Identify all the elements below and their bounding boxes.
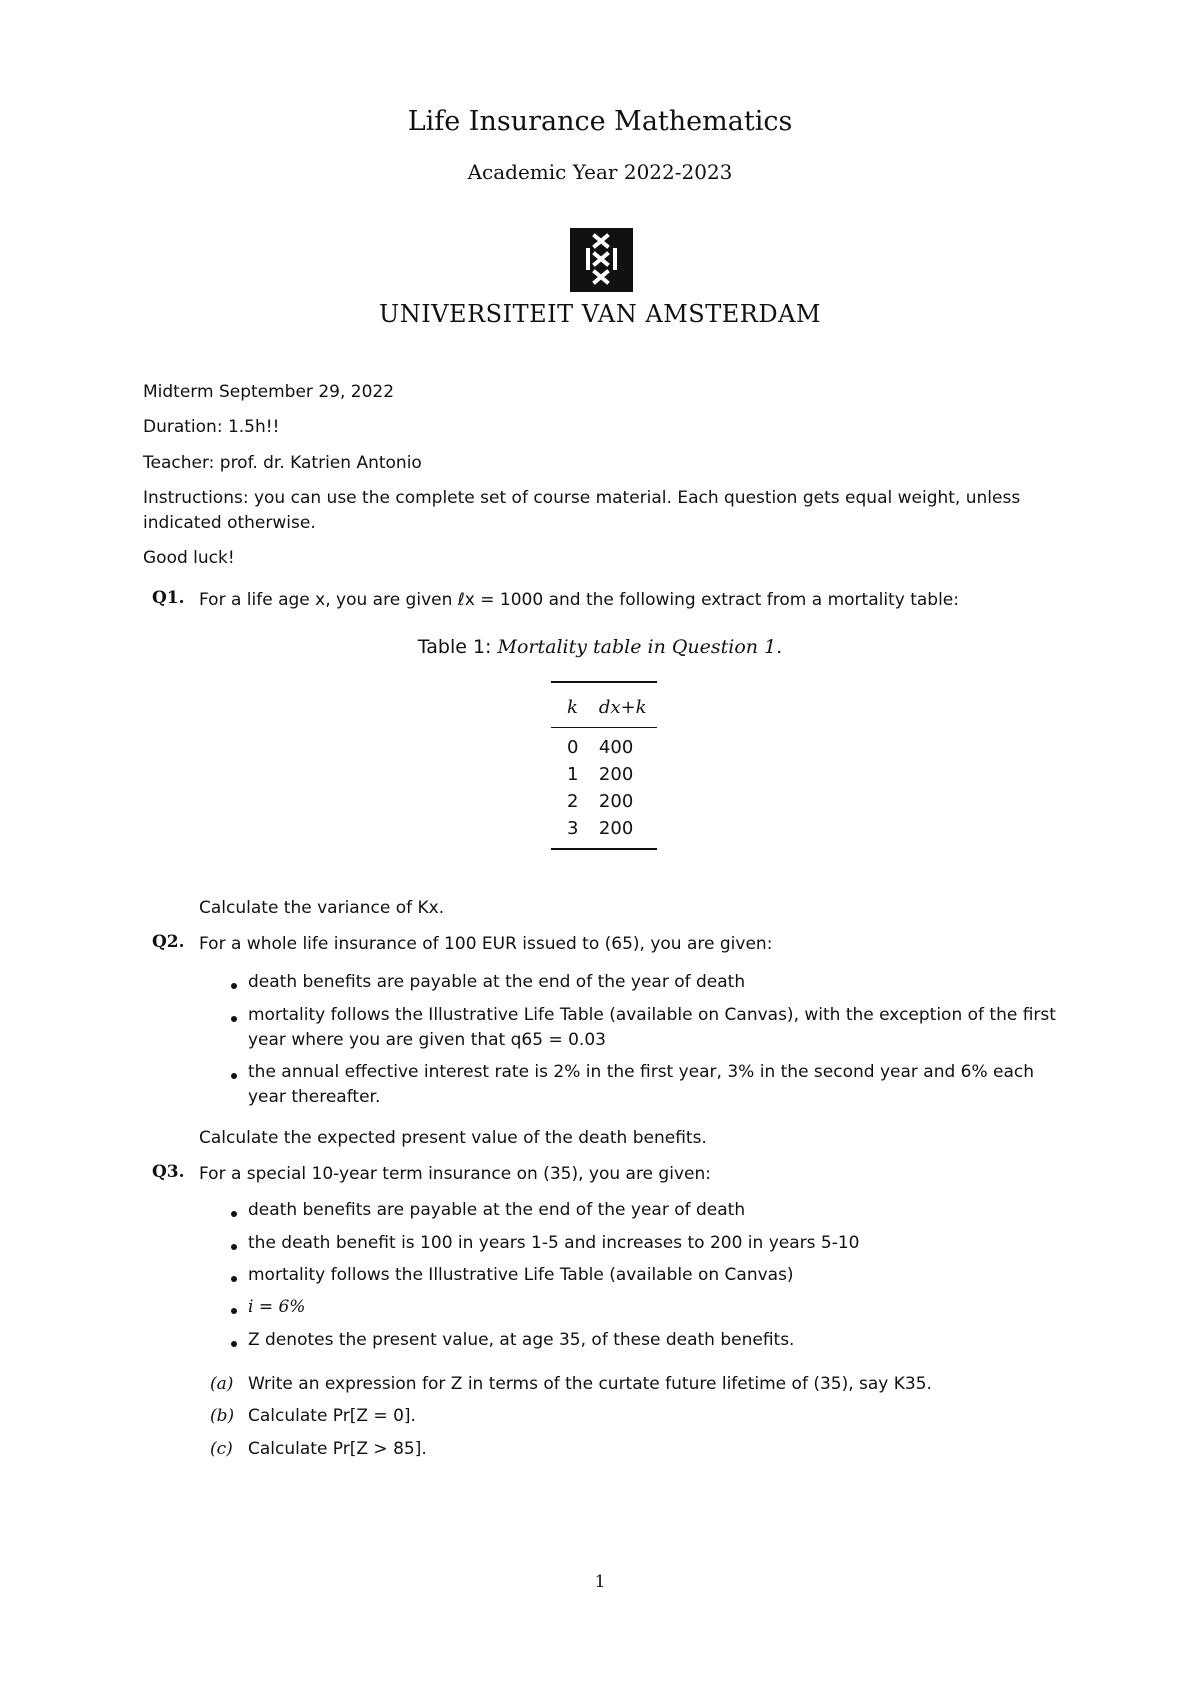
column-header-d: dx+k bbox=[583, 682, 657, 728]
q3-bullet-1: death benefits are payable at the end of the year of death bbox=[248, 1200, 746, 1220]
bullet-icon bbox=[231, 1276, 237, 1282]
instructions-line-2: indicated otherwise. bbox=[143, 513, 316, 533]
bullet-icon bbox=[231, 983, 237, 989]
q3-bullet-2: the death benefit is 100 in years 1-5 and increases to 200 in years 5-10 bbox=[248, 1233, 860, 1253]
university-name bbox=[0, 300, 1200, 328]
table-header-row bbox=[551, 682, 657, 728]
page-number: 1 bbox=[594, 1572, 606, 1592]
good-luck: Good luck! bbox=[143, 548, 235, 568]
table-caption bbox=[0, 636, 1200, 658]
q2-bullet-1: death benefits are payable at the end of the year of death bbox=[248, 972, 746, 992]
table-cell-d: 200 bbox=[598, 791, 634, 812]
bullet-icon bbox=[231, 1016, 237, 1022]
document-subtitle: Academic Year 2022-2023 bbox=[467, 160, 733, 184]
q3-bullet-3: mortality follows the Illustrative Life Table (available on Canvas) bbox=[248, 1265, 794, 1285]
q3-label: Q3. bbox=[152, 1162, 185, 1182]
bullet-icon bbox=[231, 1244, 237, 1250]
column-header-k: k bbox=[551, 682, 583, 728]
q1-task: Calculate the variance of Kx. bbox=[199, 898, 445, 918]
exam-duration: Duration: 1.5h!! bbox=[143, 417, 280, 437]
q3-part-a-text: Write an expression for Z in terms of the curtate future lifetime of (35), say K35. bbox=[248, 1374, 932, 1394]
table-cell-k: 1 bbox=[567, 764, 579, 785]
mortality-table bbox=[551, 681, 657, 850]
q3-part-b-label: (b) bbox=[210, 1406, 235, 1426]
university-wordmark: UNIVERSITEIT VAN AMSTERDAM bbox=[379, 300, 821, 328]
exam-teacher: Teacher: prof. dr. Katrien Antonio bbox=[143, 453, 422, 473]
table-caption-prefix: Table 1: bbox=[417, 636, 492, 658]
table-cell-d: 200 bbox=[598, 764, 634, 785]
q3-part-c-label: (c) bbox=[210, 1439, 233, 1459]
table-cell-d: 200 bbox=[583, 815, 657, 849]
table-row bbox=[551, 788, 657, 815]
q3-part-c-text: Calculate Pr[Z > 85]. bbox=[248, 1439, 427, 1459]
table-cell-k: 0 bbox=[567, 737, 579, 758]
q3-bullet-4: i = 6% bbox=[248, 1297, 306, 1317]
q1-label: Q1. bbox=[152, 588, 185, 608]
table-row bbox=[551, 728, 657, 762]
q2-label: Q2. bbox=[152, 932, 185, 952]
bullet-icon bbox=[231, 1308, 237, 1314]
q3-text: For a special 10-year term insurance on (35), you are given: bbox=[199, 1164, 711, 1184]
bullet-icon bbox=[231, 1211, 237, 1217]
table-cell-k: 2 bbox=[567, 791, 579, 812]
exam-date: Midterm September 29, 2022 bbox=[143, 382, 395, 402]
bullet-icon bbox=[231, 1341, 237, 1347]
table-row bbox=[551, 815, 657, 849]
document-title: Life Insurance Mathematics bbox=[407, 106, 793, 137]
q2-bullet-2: mortality follows the Illustrative Life Table (available on Canvas), with the exception of the first year where you are given that q65 = 0.03 bbox=[248, 1005, 1056, 1050]
q2-bullet-3: the annual effective interest rate is 2% in the first year, 3% in the second year and 6% each year thereafter. bbox=[248, 1062, 1035, 1107]
table-caption-title: Mortality table in Question 1. bbox=[497, 636, 783, 658]
q2-task: Calculate the expected present value of the death benefits. bbox=[199, 1128, 707, 1148]
q3-part-b-text: Calculate Pr[Z = 0]. bbox=[248, 1406, 416, 1426]
table-cell-k: 3 bbox=[551, 815, 583, 849]
table-cell-d: 400 bbox=[598, 737, 634, 758]
q1-text: For a life age x, you are given ℓx = 1000 and the following extract from a mortality table: bbox=[199, 590, 959, 610]
q3-part-a-label: (a) bbox=[210, 1374, 234, 1394]
instructions-line-1: Instructions: you can use the complete set of course material. Each question gets equal weight, unless bbox=[143, 488, 1021, 508]
q2-text: For a whole life insurance of 100 EUR issued to (65), you are given: bbox=[199, 934, 773, 954]
bullet-icon bbox=[231, 1073, 237, 1079]
table-row bbox=[551, 761, 657, 788]
q3-bullet-5: Z denotes the present value, at age 35, of these death benefits. bbox=[248, 1330, 795, 1350]
uva-crest-icon bbox=[570, 228, 633, 292]
